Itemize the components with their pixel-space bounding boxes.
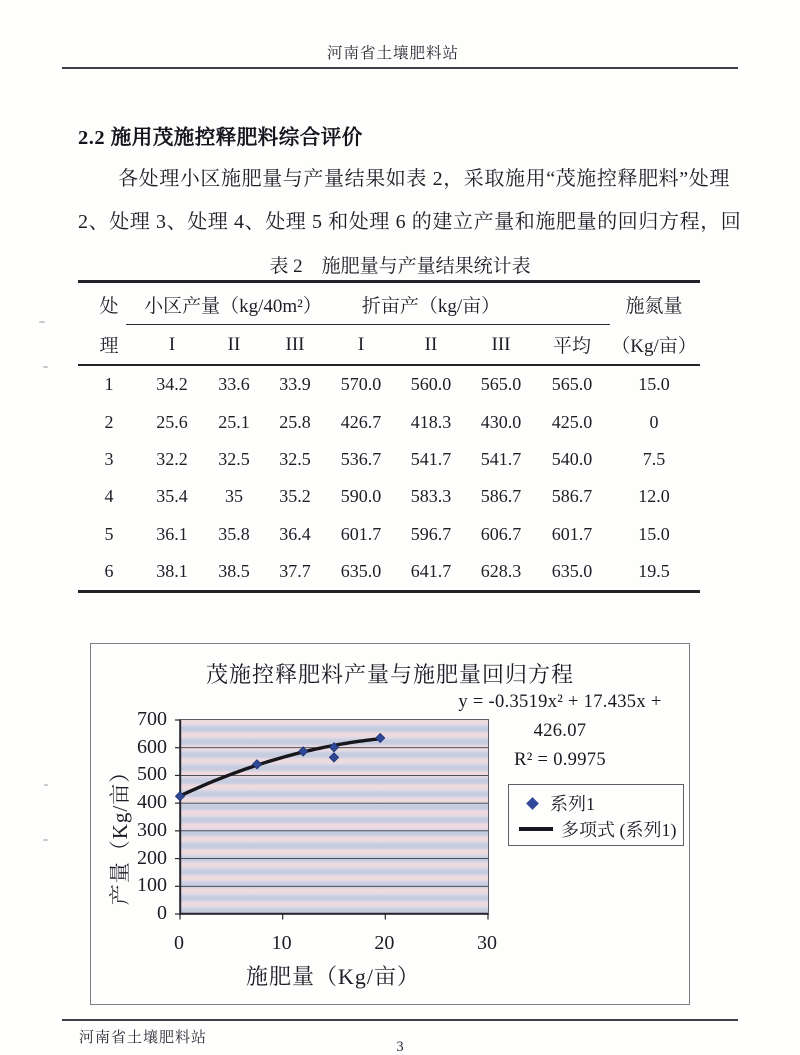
table-cell-r5-c4: 36.4: [279, 523, 311, 544]
table-cell-r4-c9: 12.0: [638, 486, 670, 507]
table-cell-r6-c5: 635.0: [340, 561, 382, 582]
legend-item-trendline: [519, 816, 683, 842]
table-row-4: [78, 478, 700, 515]
table-cell-r3-c1: 3: [104, 448, 114, 469]
table-cell-r4-c3: 35: [225, 486, 243, 507]
x-tick-label-10: 10: [271, 932, 292, 954]
table-cell-r5-c1: 5: [104, 523, 114, 544]
y-tick-label-600: 600: [137, 735, 167, 758]
footer-org: 河南省土壤肥料站: [79, 1030, 208, 1046]
table-header-group-per-mu-yield: 折亩产（kg/亩）: [361, 295, 501, 317]
table-row-3: [78, 441, 700, 478]
table-cell-r6-c7: 628.3: [480, 561, 522, 582]
table-header-corner-top: 处: [99, 295, 119, 317]
table-cell-r3-c9: 7.5: [642, 448, 666, 469]
table-cell-r3-c7: 541.7: [480, 448, 522, 469]
table-cell-r5-c3: 35.8: [218, 523, 250, 544]
table-cell-r4-c6: 583.3: [410, 486, 452, 507]
table-cell-r6-c6: 641.7: [410, 561, 452, 582]
table-row-1: [78, 366, 700, 403]
chart-title: 茂施控释肥料产量与施肥量回归方程: [205, 662, 574, 687]
table-cell-r3-c5: 536.7: [340, 448, 382, 469]
table-subhead-4: II: [424, 333, 438, 355]
table-subhead-3: I: [357, 333, 365, 355]
plot-svg: [180, 720, 488, 914]
table-cell-r1-c4: 33.9: [279, 374, 311, 395]
table-row-6: [78, 553, 700, 590]
legend-label-series1: 系列1: [550, 794, 595, 814]
table-cell-r6-c3: 38.5: [218, 561, 250, 582]
equation-line-1: y = -0.3519x² + 17.435x +: [458, 692, 662, 712]
section-heading: 2.2 施用茂施控释肥料综合评价: [78, 127, 363, 149]
data-point-marker-3: [329, 753, 338, 762]
table-cell-r2-c2: 25.6: [156, 411, 188, 432]
table-cell-r2-c4: 25.8: [279, 411, 311, 432]
table-group-underline: [126, 324, 610, 325]
table-cell-r4-c8: 586.7: [551, 486, 593, 507]
y-tick-label-200: 200: [137, 846, 167, 869]
paragraph-line-1: 各处理小区施肥量与产量结果如表 2，采取施用“茂施控释肥料”处理: [118, 168, 730, 190]
table-cell-r6-c2: 38.1: [156, 561, 188, 582]
table-cell-r5-c6: 596.7: [410, 523, 452, 544]
table-cell-r1-c6: 560.0: [410, 374, 452, 395]
y-axis-title: 产量（Kg/亩）: [108, 760, 132, 906]
table-subhead-6: 平均: [552, 336, 591, 357]
table-row-5: [78, 516, 700, 553]
scan-speck: [44, 784, 48, 786]
table-cell-r2-c8: 425.0: [551, 411, 593, 432]
table-cell-r2-c9: 0: [649, 411, 659, 432]
table-header-nitrogen: 施氮量: [625, 295, 683, 317]
table-row-2: [78, 403, 700, 440]
trendline-sample-icon: [519, 827, 553, 831]
paragraph-line-2: 2、处理 3、处理 4、处理 5 和处理 6 的建立产量和施肥量的回归方程，回: [78, 211, 742, 233]
table-cell-r4-c5: 590.0: [340, 486, 382, 507]
table-cell-r1-c1: 1: [104, 374, 114, 395]
table-cell-r5-c5: 601.7: [340, 523, 382, 544]
table-cell-r1-c2: 34.2: [156, 374, 188, 395]
table-header-unit: （Kg/亩）: [611, 336, 697, 357]
table-cell-r3-c3: 32.5: [218, 448, 250, 469]
header-rule: [62, 67, 738, 69]
table-cell-r5-c2: 36.1: [156, 523, 188, 544]
table-cell-r1-c5: 570.0: [340, 374, 382, 395]
y-tick-label-500: 500: [137, 763, 167, 786]
table-header-group-plot-yield: 小区产量（kg/40m²）: [144, 295, 322, 317]
results-table: [78, 280, 700, 593]
x-axis-title: 施肥量（Kg/亩）: [245, 964, 420, 989]
table-subhead-0: I: [168, 333, 176, 355]
table-caption: 表 2 施肥量与产量结果统计表: [269, 256, 531, 277]
series1-diamond-marker-icon: [526, 797, 539, 810]
y-tick-label-0: 0: [157, 902, 167, 924]
table-cell-r6-c8: 635.0: [551, 561, 593, 582]
table-cell-r6-c1: 6: [104, 561, 114, 582]
table-cell-r1-c7: 565.0: [480, 374, 522, 395]
x-tick-label-20: 20: [374, 932, 395, 954]
legend-label-trendline: 多项式 (系列1): [561, 820, 677, 840]
table-header-corner-bottom: 理: [99, 336, 119, 357]
scan-speck: [43, 839, 48, 841]
table-subhead-1: II: [227, 333, 241, 355]
table-cell-r4-c4: 35.2: [279, 486, 311, 507]
table-cell-r4-c1: 4: [104, 486, 114, 507]
table-cell-r2-c3: 25.1: [218, 411, 250, 432]
table-cell-r3-c2: 32.2: [156, 448, 188, 469]
table-cell-r5-c7: 606.7: [480, 523, 522, 544]
table-cell-r1-c8: 565.0: [551, 374, 593, 395]
table-subhead-2: III: [285, 333, 305, 355]
table-cell-r5-c8: 601.7: [551, 523, 593, 544]
table-header-empty: [536, 283, 608, 325]
table-cell-r3-c6: 541.7: [410, 448, 452, 469]
y-tick-label-100: 100: [137, 874, 167, 897]
y-tick-label-400: 400: [137, 791, 167, 814]
footer-rule: [62, 1019, 738, 1021]
page-number: 3: [396, 1039, 404, 1055]
chart-legend: [508, 784, 684, 846]
table-cell-r2-c6: 418.3: [410, 411, 452, 432]
table-cell-r6-c9: 19.5: [638, 561, 670, 582]
table-cell-r4-c2: 35.4: [156, 486, 188, 507]
table-cell-r1-c9: 15.0: [638, 374, 670, 395]
y-tick-label-300: 300: [137, 818, 167, 841]
regression-chart: [90, 643, 690, 1005]
table-cell-r4-c7: 586.7: [480, 486, 522, 507]
scan-speck: [39, 321, 45, 323]
x-tick-label-30: 30: [477, 932, 497, 954]
table-cell-r1-c3: 33.6: [218, 374, 250, 395]
table-cell-r2-c7: 430.0: [480, 411, 522, 432]
x-tick-label-0: 0: [174, 932, 184, 954]
table-cell-r2-c1: 2: [104, 411, 114, 432]
table-cell-r6-c4: 37.7: [279, 561, 311, 582]
y-tick-label-700: 700: [137, 708, 167, 730]
table-cell-r5-c9: 15.0: [638, 523, 670, 544]
table-cell-r3-c4: 32.5: [279, 448, 311, 469]
table-cell-r3-c8: 540.0: [551, 448, 593, 469]
page-header-title: 河南省土壤肥料站: [326, 45, 459, 62]
equation-line-2: 426.07: [533, 721, 587, 741]
table-subhead-5: III: [491, 333, 511, 355]
plot-area: [179, 719, 489, 915]
scan-speck: [43, 366, 48, 368]
legend-item-series1: [519, 790, 683, 816]
r-squared-value: R² = 0.9975: [514, 750, 606, 770]
data-point-marker-5: [376, 733, 385, 742]
table-cell-r2-c5: 426.7: [340, 411, 382, 432]
data-point-marker-2: [299, 747, 308, 756]
